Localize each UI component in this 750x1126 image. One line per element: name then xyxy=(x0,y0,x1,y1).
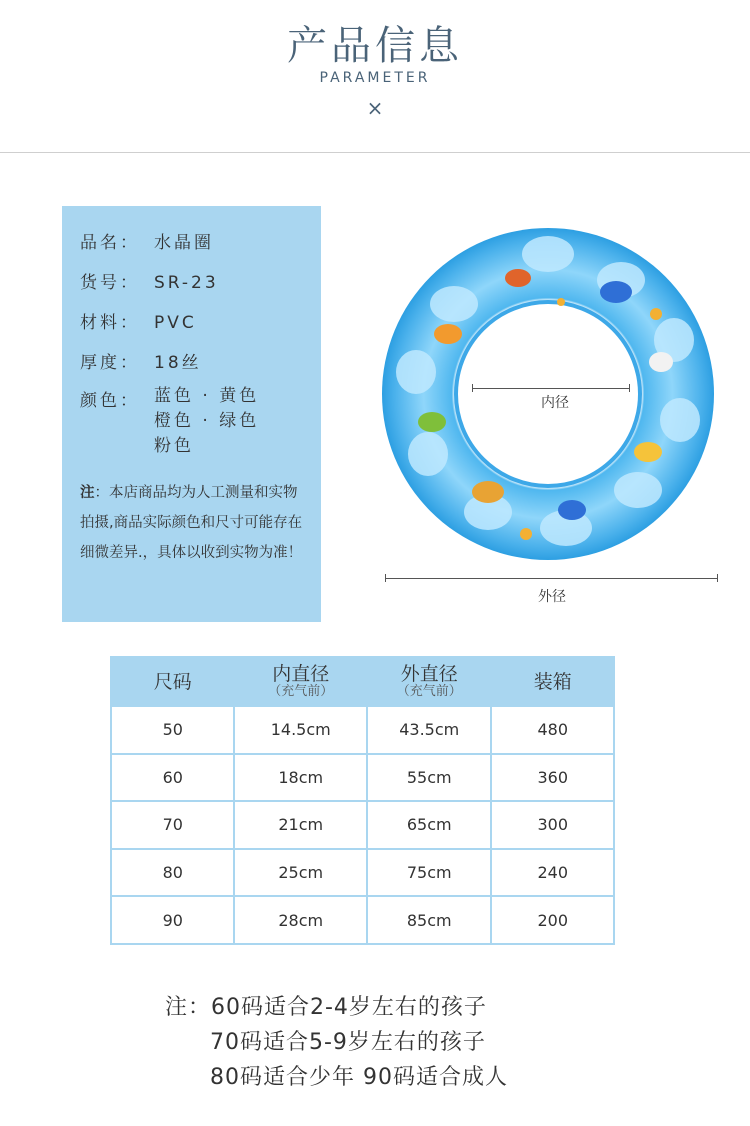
divider xyxy=(0,152,750,153)
color-label: 颜色： xyxy=(80,391,140,411)
cell: 28cm xyxy=(234,896,367,944)
cell: 480 xyxy=(491,706,614,754)
note-prefix: 注 xyxy=(80,485,95,501)
color-line: 粉色 xyxy=(154,436,194,456)
info-row-code xyxy=(80,268,219,293)
footnote-line: 70码适合5-9岁左右的孩子 xyxy=(210,1030,486,1055)
cell: 300 xyxy=(491,801,614,849)
cell: 18cm xyxy=(234,754,367,802)
code-value: SR-23 xyxy=(154,273,219,293)
swim-ring-image xyxy=(376,222,721,567)
cell: 80 xyxy=(111,849,234,897)
thickness-label: 厚度： xyxy=(80,353,140,373)
info-row-name xyxy=(80,228,214,253)
footnote-line: 注：60码适合2-4岁左右的孩子 xyxy=(165,995,487,1020)
footnote-line: 80码适合少年 90码适合成人 xyxy=(210,1065,508,1090)
close-icon: × xyxy=(366,96,384,120)
header-sublabel: （充气前） xyxy=(268,684,334,699)
header-inner xyxy=(234,657,367,706)
header-label: 装箱 xyxy=(533,670,572,693)
color-line: 橙色 · 绿色 xyxy=(154,411,260,431)
header-sublabel: （充气前） xyxy=(396,684,462,699)
outer-diameter-line xyxy=(385,578,718,579)
info-note xyxy=(80,478,310,568)
table-row xyxy=(111,849,614,897)
header-label: 尺码 xyxy=(153,670,192,693)
header-size xyxy=(111,657,234,706)
table-header-row xyxy=(111,657,614,706)
cell: 90 xyxy=(111,896,234,944)
tick xyxy=(629,384,630,392)
cell: 75cm xyxy=(367,849,491,897)
age-footnote xyxy=(165,990,508,1095)
material-value: PVC xyxy=(154,313,197,333)
inner-diameter-label: 内径 xyxy=(541,395,569,411)
name-label: 品名： xyxy=(80,233,140,253)
code-label: 货号： xyxy=(80,273,140,293)
cell: 240 xyxy=(491,849,614,897)
name-value: 水晶圈 xyxy=(154,233,214,253)
info-row-material xyxy=(80,308,197,333)
cell: 70 xyxy=(111,801,234,849)
cell: 25cm xyxy=(234,849,367,897)
product-info-panel xyxy=(62,206,321,622)
info-row-thickness xyxy=(80,348,202,373)
cell: 55cm xyxy=(367,754,491,802)
cell: 85cm xyxy=(367,896,491,944)
header-outer xyxy=(367,657,491,706)
header-label: 外直径 xyxy=(400,663,458,685)
cell: 65cm xyxy=(367,801,491,849)
material-label: 材料： xyxy=(80,313,140,333)
header-label: 内直径 xyxy=(272,663,330,685)
info-row-color xyxy=(80,386,154,411)
page-subtitle: PARAMETER xyxy=(319,70,431,86)
header-box xyxy=(491,657,614,706)
note-text: ：本店商品均为人工测量和实物拍摄,商品实际颜色和尺寸可能存在细微差异.，具体以收到实物为准！ xyxy=(80,485,303,561)
cell: 43.5cm xyxy=(367,706,491,754)
table-row xyxy=(111,801,614,849)
tick xyxy=(717,574,718,582)
table-row xyxy=(111,754,614,802)
cell: 14.5cm xyxy=(234,706,367,754)
cell: 360 xyxy=(491,754,614,802)
color-values xyxy=(154,384,259,459)
table-row xyxy=(111,896,614,944)
cell: 21cm xyxy=(234,801,367,849)
color-line: 蓝色 · 黄色 xyxy=(154,386,260,406)
tick xyxy=(472,384,473,392)
page-title: 产品信息 xyxy=(287,23,463,69)
size-table xyxy=(110,656,615,945)
cell: 60 xyxy=(111,754,234,802)
cell: 200 xyxy=(491,896,614,944)
thickness-value: 18丝 xyxy=(154,353,202,373)
table-row xyxy=(111,706,614,754)
cell: 50 xyxy=(111,706,234,754)
tick xyxy=(385,574,386,582)
outer-diameter-label: 外径 xyxy=(538,589,566,605)
inner-diameter-line xyxy=(472,388,630,389)
